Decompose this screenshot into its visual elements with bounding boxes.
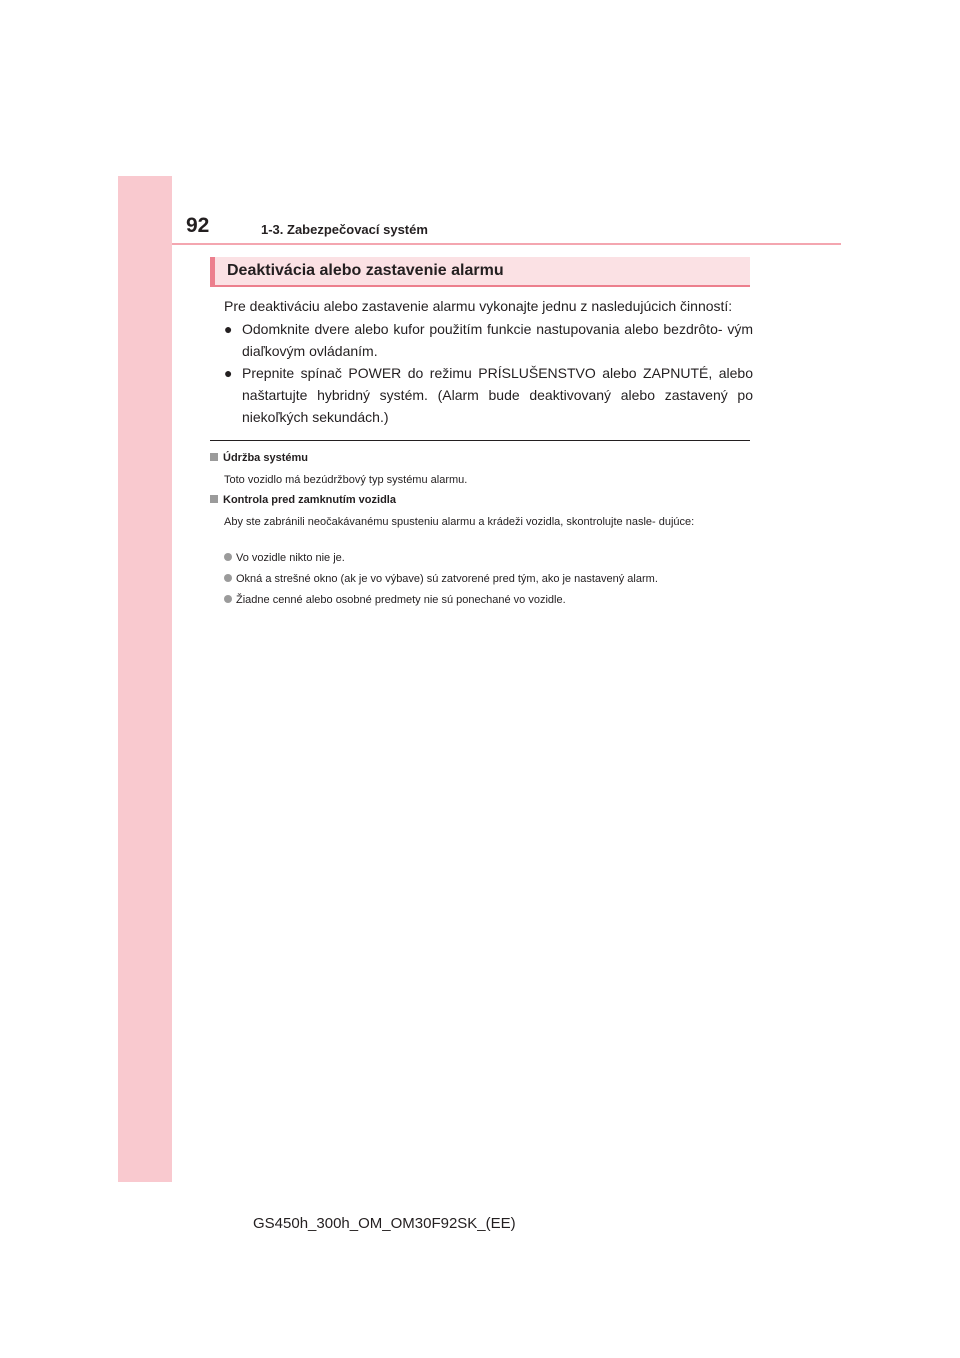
notes-divider (210, 440, 750, 441)
bullet-icon: ● (224, 365, 233, 381)
note-bullet-text: Žiadne cenné alebo osobné predmety nie sú ponechané vo vozidle. (236, 594, 566, 606)
page-number: 92 (186, 214, 210, 237)
note-heading (210, 494, 396, 506)
bullet-text: Odomknite dvere alebo kufor použitím funkcie nastupovania alebo bezdrôto- vým diaľkovým ovládaním. (242, 321, 753, 359)
note-heading-text: Údržba systému (223, 452, 308, 464)
list-item (224, 362, 753, 428)
circle-bullet-icon (224, 574, 232, 582)
note-bullet-text: Vo vozidle nikto nie je. (236, 552, 345, 564)
note-text: Aby ste zabránili neočakávanému spusteniu alarmu a krádeži vozidla, skontrolujte nasle- dujúce: (224, 516, 695, 528)
section-title-bar (210, 257, 750, 287)
note-list-item (224, 573, 658, 585)
note-bullet-text: Okná a strešné okno (ak je vo výbave) sú zatvorené pred tým, ako je nastavený alarm. (236, 573, 658, 585)
note-text: Toto vozidlo má bezúdržbový typ systému alarmu. (224, 474, 468, 486)
document-code: GS450h_300h_OM_OM30F92SK_(EE) (253, 1215, 516, 1232)
header-divider (172, 243, 841, 245)
intro-paragraph: Pre deaktiváciu alebo zastavenie alarmu vykonajte jednu z nasledujúcich činností: (224, 298, 733, 314)
square-bullet-icon (210, 495, 218, 503)
section-title: Deaktivácia alebo zastavenie alarmu (227, 262, 504, 279)
note-list-item (224, 552, 345, 564)
side-color-band (118, 176, 172, 1182)
square-bullet-icon (210, 453, 218, 461)
circle-bullet-icon (224, 595, 232, 603)
bullet-icon: ● (224, 321, 233, 337)
note-list-item (224, 594, 566, 606)
circle-bullet-icon (224, 553, 232, 561)
list-item (224, 318, 753, 362)
note-heading-text: Kontrola pred zamknutím vozidla (223, 494, 396, 506)
bullet-text: Prepnite spínač POWER do režimu PRÍSLUŠENSTVO alebo ZAPNUTÉ, alebo naštartujte hybridný systém. (Alarm bude deaktivovaný alebo zastavený po niekoľkých sekundách.) (242, 365, 753, 425)
note-heading (210, 452, 308, 464)
chapter-heading: 1-3. Zabezpečovací systém (261, 222, 428, 237)
